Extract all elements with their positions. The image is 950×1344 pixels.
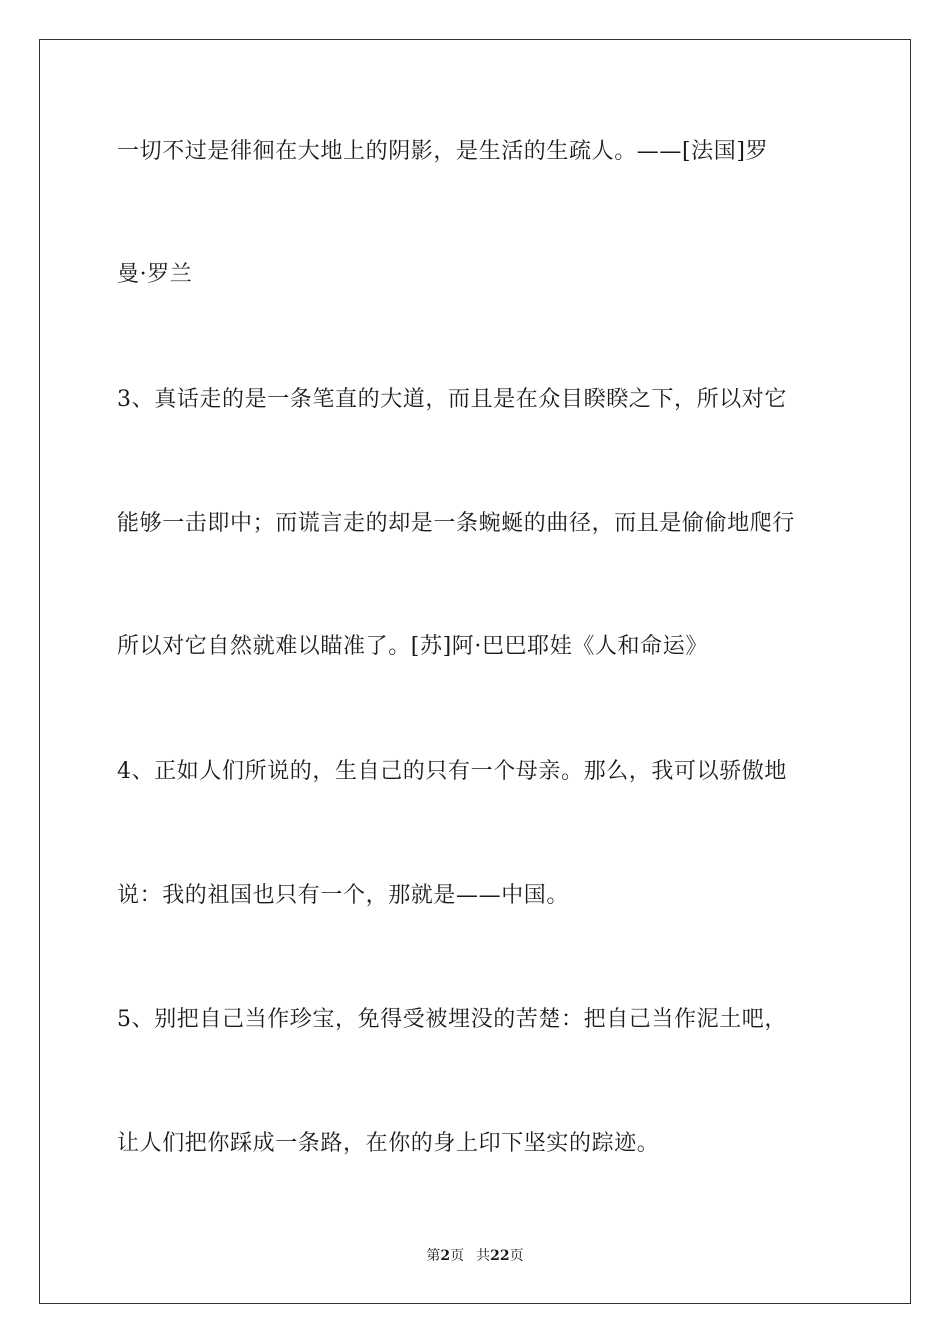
page-label-suffix: 页 — [450, 1248, 465, 1264]
text-line-6: 4、正如人们所说的，生自己的只有一个母亲。那么，我可以骄傲地 — [117, 759, 787, 784]
page-label-prefix: 第 — [426, 1248, 441, 1264]
total-pages: 22 — [490, 1248, 510, 1264]
text-line-4: 能够一击即中；而谎言走的却是一条蜿蜒的曲径，而且是偷偷地爬行 — [117, 511, 796, 536]
text-line-7: 说：我的祖国也只有一个，那就是——中国。 — [117, 883, 570, 908]
text-line-2: 曼·罗兰 — [117, 262, 193, 287]
page-border — [39, 39, 911, 1304]
text-line-9: 让人们把你踩成一条路，在你的身上印下坚实的踪迹。 — [117, 1131, 660, 1156]
text-line-3: 3、真话走的是一条笔直的大道，而且是在众目睽睽之下，所以对它 — [117, 387, 787, 412]
text-line-5: 所以对它自然就难以瞄准了。[苏]阿·巴巴耶娃《人和命运》 — [117, 634, 708, 659]
text-line-1: 一切不过是徘徊在大地上的阴影，是生活的生疏人。——[法国]罗 — [117, 139, 769, 164]
page-number: 2 — [440, 1248, 451, 1264]
page-footer — [0, 1247, 950, 1265]
total-label-suffix: 页 — [509, 1248, 524, 1264]
text-line-8: 5、别把自己当作珍宝，免得受被埋没的苦楚：把自己当作泥土吧， — [117, 1007, 787, 1032]
total-label-prefix: 共 — [476, 1248, 491, 1264]
